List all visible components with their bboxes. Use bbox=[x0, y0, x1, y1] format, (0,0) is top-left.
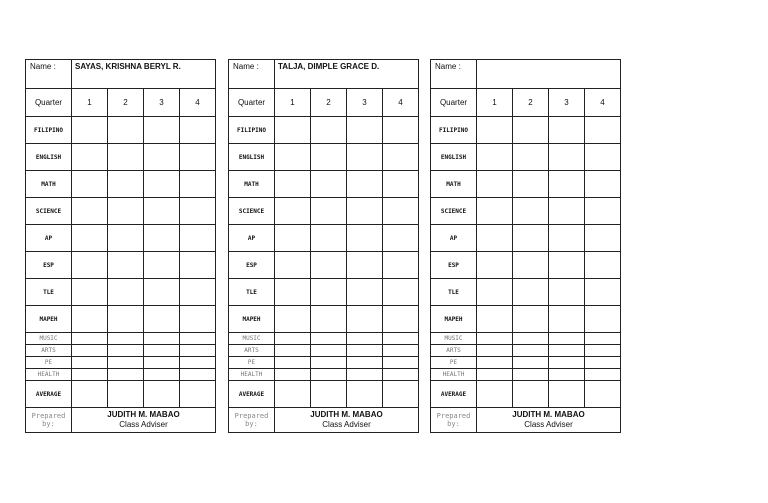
grade-cell[interactable] bbox=[585, 198, 621, 225]
grade-cell[interactable] bbox=[585, 357, 621, 369]
quarter-header: 4 bbox=[585, 89, 621, 117]
grade-cell[interactable] bbox=[144, 252, 180, 279]
mapeh-component-label: HEALTH bbox=[431, 369, 477, 381]
grade-cell[interactable] bbox=[180, 279, 216, 306]
grade-cell[interactable] bbox=[144, 117, 180, 144]
grade-cell[interactable] bbox=[347, 357, 383, 369]
grade-cell[interactable] bbox=[383, 198, 419, 225]
grade-cell[interactable] bbox=[585, 171, 621, 198]
grade-cell[interactable] bbox=[108, 357, 144, 369]
grade-cell[interactable] bbox=[180, 171, 216, 198]
grade-cell[interactable] bbox=[180, 345, 216, 357]
grade-cell[interactable] bbox=[311, 279, 347, 306]
grade-cell[interactable] bbox=[477, 144, 513, 171]
grade-cell[interactable] bbox=[144, 279, 180, 306]
grade-cell[interactable] bbox=[383, 333, 419, 345]
grade-cell[interactable] bbox=[275, 279, 311, 306]
grade-cell[interactable] bbox=[549, 252, 585, 279]
grade-cell[interactable] bbox=[180, 225, 216, 252]
grade-cell[interactable] bbox=[180, 252, 216, 279]
mapeh-component-label: MUSIC bbox=[26, 333, 72, 345]
subject-label: MATH bbox=[431, 171, 477, 198]
grade-cell[interactable] bbox=[585, 117, 621, 144]
mapeh-component-label: HEALTH bbox=[26, 369, 72, 381]
grade-cell[interactable] bbox=[275, 345, 311, 357]
grade-cell[interactable] bbox=[347, 345, 383, 357]
grade-cell[interactable] bbox=[383, 369, 419, 381]
grade-cell[interactable] bbox=[549, 357, 585, 369]
grade-cell[interactable] bbox=[311, 171, 347, 198]
subject-label: TLE bbox=[229, 279, 275, 306]
average-cell[interactable] bbox=[180, 381, 216, 408]
grade-cell[interactable] bbox=[383, 225, 419, 252]
quarter-header: 3 bbox=[347, 89, 383, 117]
average-label: AVERAGE bbox=[26, 381, 72, 408]
subject-label: SCIENCE bbox=[229, 198, 275, 225]
grade-cell[interactable] bbox=[144, 333, 180, 345]
grade-cell[interactable] bbox=[549, 345, 585, 357]
report-card-2 bbox=[228, 59, 419, 433]
report-card-1 bbox=[25, 59, 216, 433]
grade-cell[interactable] bbox=[477, 369, 513, 381]
grade-cell[interactable] bbox=[275, 306, 311, 333]
adviser-name: JUDITH M. MABAO bbox=[310, 410, 383, 419]
grade-cell[interactable] bbox=[549, 225, 585, 252]
average-cell[interactable] bbox=[72, 381, 108, 408]
adviser-signature bbox=[477, 408, 621, 433]
subject-label: MAPEH bbox=[26, 306, 72, 333]
subject-label: FILIPINO bbox=[229, 117, 275, 144]
grade-cell[interactable] bbox=[477, 279, 513, 306]
quarter-header: 3 bbox=[549, 89, 585, 117]
grade-cell[interactable] bbox=[513, 357, 549, 369]
grade-cell[interactable] bbox=[108, 144, 144, 171]
grade-cell[interactable] bbox=[108, 171, 144, 198]
subject-label: ENGLISH bbox=[229, 144, 275, 171]
grade-cell[interactable] bbox=[72, 333, 108, 345]
quarter-label: Quarter bbox=[26, 89, 72, 117]
grade-cell[interactable] bbox=[144, 369, 180, 381]
mapeh-component-label: ARTS bbox=[229, 345, 275, 357]
grade-cell[interactable] bbox=[477, 225, 513, 252]
student-name[interactable]: TALJA, DIMPLE GRACE D. bbox=[275, 60, 419, 89]
grade-cell[interactable] bbox=[585, 279, 621, 306]
prepared-by-label: Prepared by: bbox=[26, 408, 72, 433]
grade-cell[interactable] bbox=[72, 306, 108, 333]
average-cell[interactable] bbox=[275, 381, 311, 408]
grade-cell[interactable] bbox=[347, 252, 383, 279]
quarter-header: 4 bbox=[180, 89, 216, 117]
mapeh-component-label: HEALTH bbox=[229, 369, 275, 381]
quarter-header: 3 bbox=[144, 89, 180, 117]
grade-cell[interactable] bbox=[180, 333, 216, 345]
grade-cell[interactable] bbox=[383, 357, 419, 369]
subject-label: ENGLISH bbox=[431, 144, 477, 171]
grade-cell[interactable] bbox=[108, 333, 144, 345]
grade-cell[interactable] bbox=[72, 369, 108, 381]
grade-cell[interactable] bbox=[347, 171, 383, 198]
grade-cell[interactable] bbox=[144, 144, 180, 171]
grade-cell[interactable] bbox=[72, 252, 108, 279]
grade-cell[interactable] bbox=[347, 225, 383, 252]
quarter-label: Quarter bbox=[229, 89, 275, 117]
grade-cell[interactable] bbox=[383, 345, 419, 357]
quarter-header: 4 bbox=[383, 89, 419, 117]
grade-cell[interactable] bbox=[477, 171, 513, 198]
name-label: Name : bbox=[26, 60, 72, 89]
average-label: AVERAGE bbox=[431, 381, 477, 408]
grade-cell[interactable] bbox=[108, 306, 144, 333]
grade-cell[interactable] bbox=[549, 306, 585, 333]
grade-cell[interactable] bbox=[549, 369, 585, 381]
subject-label: FILIPINO bbox=[26, 117, 72, 144]
grade-cell[interactable] bbox=[72, 225, 108, 252]
grade-cell[interactable] bbox=[180, 357, 216, 369]
grade-cell[interactable] bbox=[180, 369, 216, 381]
quarter-header: 1 bbox=[477, 89, 513, 117]
grade-cell[interactable] bbox=[549, 144, 585, 171]
grade-cell[interactable] bbox=[72, 144, 108, 171]
mapeh-component-label: PE bbox=[229, 357, 275, 369]
grade-cell[interactable] bbox=[513, 345, 549, 357]
grade-cell[interactable] bbox=[347, 369, 383, 381]
grade-cell[interactable] bbox=[383, 306, 419, 333]
grade-cell[interactable] bbox=[311, 198, 347, 225]
grade-cell[interactable] bbox=[513, 279, 549, 306]
grade-cell[interactable] bbox=[585, 225, 621, 252]
grade-cell[interactable] bbox=[347, 333, 383, 345]
average-cell[interactable] bbox=[477, 381, 513, 408]
grade-cell[interactable] bbox=[275, 117, 311, 144]
quarter-header: 1 bbox=[275, 89, 311, 117]
adviser-role: Class Adviser bbox=[119, 420, 168, 429]
grade-cell[interactable] bbox=[513, 306, 549, 333]
grade-cell[interactable] bbox=[383, 117, 419, 144]
name-label: Name : bbox=[229, 60, 275, 89]
grade-cell[interactable] bbox=[108, 198, 144, 225]
subject-label: SCIENCE bbox=[431, 198, 477, 225]
mapeh-component-label: PE bbox=[26, 357, 72, 369]
grade-cell[interactable] bbox=[311, 306, 347, 333]
mapeh-component-label: ARTS bbox=[26, 345, 72, 357]
grade-cell[interactable] bbox=[72, 171, 108, 198]
grade-cell[interactable] bbox=[347, 279, 383, 306]
grade-cell[interactable] bbox=[549, 333, 585, 345]
grade-cell[interactable] bbox=[513, 252, 549, 279]
grade-cell[interactable] bbox=[513, 333, 549, 345]
grade-cell[interactable] bbox=[275, 357, 311, 369]
grade-cell[interactable] bbox=[477, 252, 513, 279]
prepared-by-label: Prepared by: bbox=[431, 408, 477, 433]
grade-cell[interactable] bbox=[275, 225, 311, 252]
grade-cell[interactable] bbox=[311, 345, 347, 357]
grade-cell[interactable] bbox=[144, 171, 180, 198]
report-card-3 bbox=[430, 59, 621, 433]
grade-cell[interactable] bbox=[585, 144, 621, 171]
mapeh-component-label: MUSIC bbox=[431, 333, 477, 345]
subject-label: TLE bbox=[26, 279, 72, 306]
subject-label: SCIENCE bbox=[26, 198, 72, 225]
grade-cell[interactable] bbox=[347, 117, 383, 144]
grade-cell[interactable] bbox=[347, 198, 383, 225]
grade-cell[interactable] bbox=[585, 369, 621, 381]
grade-cell[interactable] bbox=[477, 306, 513, 333]
student-name[interactable]: SAYAS, KRISHNA BERYL R. bbox=[72, 60, 216, 89]
quarter-header: 2 bbox=[311, 89, 347, 117]
grade-cell[interactable] bbox=[585, 345, 621, 357]
grade-cell[interactable] bbox=[311, 252, 347, 279]
mapeh-component-label: PE bbox=[431, 357, 477, 369]
grade-cell[interactable] bbox=[108, 279, 144, 306]
grade-cell[interactable] bbox=[72, 279, 108, 306]
average-cell[interactable] bbox=[549, 381, 585, 408]
student-name[interactable] bbox=[477, 60, 621, 89]
subject-label: ESP bbox=[26, 252, 72, 279]
grade-cell[interactable] bbox=[311, 357, 347, 369]
subject-label: AP bbox=[431, 225, 477, 252]
grade-cell[interactable] bbox=[513, 369, 549, 381]
subject-label: AP bbox=[229, 225, 275, 252]
grade-cell[interactable] bbox=[275, 144, 311, 171]
grade-cell[interactable] bbox=[585, 252, 621, 279]
average-cell[interactable] bbox=[108, 381, 144, 408]
grade-cell[interactable] bbox=[144, 306, 180, 333]
grade-cell[interactable] bbox=[347, 144, 383, 171]
adviser-name: JUDITH M. MABAO bbox=[512, 410, 585, 419]
subject-label: ESP bbox=[431, 252, 477, 279]
grade-cell[interactable] bbox=[180, 144, 216, 171]
grade-cell[interactable] bbox=[108, 225, 144, 252]
grade-cell[interactable] bbox=[311, 225, 347, 252]
grade-cell[interactable] bbox=[477, 357, 513, 369]
grade-cell[interactable] bbox=[311, 333, 347, 345]
subject-label: AP bbox=[26, 225, 72, 252]
grade-cell[interactable] bbox=[72, 198, 108, 225]
grade-cell[interactable] bbox=[275, 171, 311, 198]
grade-cell[interactable] bbox=[72, 117, 108, 144]
grade-cell[interactable] bbox=[585, 333, 621, 345]
adviser-role: Class Adviser bbox=[524, 420, 573, 429]
average-cell[interactable] bbox=[311, 381, 347, 408]
grade-cell[interactable] bbox=[275, 252, 311, 279]
grade-cell[interactable] bbox=[549, 198, 585, 225]
grade-cell[interactable] bbox=[275, 333, 311, 345]
grade-cell[interactable] bbox=[144, 225, 180, 252]
grade-cell[interactable] bbox=[549, 117, 585, 144]
average-cell[interactable] bbox=[347, 381, 383, 408]
subject-label: MAPEH bbox=[431, 306, 477, 333]
grade-cell[interactable] bbox=[311, 144, 347, 171]
quarter-header: 2 bbox=[108, 89, 144, 117]
grade-cell[interactable] bbox=[513, 171, 549, 198]
average-cell[interactable] bbox=[585, 381, 621, 408]
quarter-header: 2 bbox=[513, 89, 549, 117]
adviser-name: JUDITH M. MABAO bbox=[107, 410, 180, 419]
quarter-label: Quarter bbox=[431, 89, 477, 117]
subject-label: FILIPINO bbox=[431, 117, 477, 144]
grade-cell[interactable] bbox=[513, 225, 549, 252]
grade-cell[interactable] bbox=[477, 345, 513, 357]
average-label: AVERAGE bbox=[229, 381, 275, 408]
average-cell[interactable] bbox=[383, 381, 419, 408]
name-label: Name : bbox=[431, 60, 477, 89]
grade-cell[interactable] bbox=[144, 345, 180, 357]
subject-label: ESP bbox=[229, 252, 275, 279]
grade-cell[interactable] bbox=[513, 144, 549, 171]
grade-cell[interactable] bbox=[477, 333, 513, 345]
grade-cell[interactable] bbox=[144, 357, 180, 369]
grade-cell[interactable] bbox=[108, 369, 144, 381]
grade-cell[interactable] bbox=[72, 357, 108, 369]
grade-cell[interactable] bbox=[513, 198, 549, 225]
subject-label: MATH bbox=[229, 171, 275, 198]
grade-cell[interactable] bbox=[549, 171, 585, 198]
grade-cell[interactable] bbox=[585, 306, 621, 333]
grade-cell[interactable] bbox=[72, 345, 108, 357]
prepared-by-label: Prepared by: bbox=[229, 408, 275, 433]
grade-cell[interactable] bbox=[383, 144, 419, 171]
grade-cell[interactable] bbox=[311, 117, 347, 144]
grade-cell[interactable] bbox=[180, 198, 216, 225]
grade-cell[interactable] bbox=[180, 117, 216, 144]
grade-cell[interactable] bbox=[275, 369, 311, 381]
grade-cell[interactable] bbox=[477, 198, 513, 225]
average-cell[interactable] bbox=[513, 381, 549, 408]
subject-label: TLE bbox=[431, 279, 477, 306]
mapeh-component-label: ARTS bbox=[431, 345, 477, 357]
grade-cell[interactable] bbox=[144, 198, 180, 225]
grade-cell[interactable] bbox=[383, 252, 419, 279]
mapeh-component-label: MUSIC bbox=[229, 333, 275, 345]
grade-cell[interactable] bbox=[347, 306, 383, 333]
grade-cell[interactable] bbox=[108, 252, 144, 279]
grade-cell[interactable] bbox=[383, 171, 419, 198]
grade-cell[interactable] bbox=[275, 198, 311, 225]
grade-cell[interactable] bbox=[180, 306, 216, 333]
grade-cell[interactable] bbox=[549, 279, 585, 306]
adviser-role: Class Adviser bbox=[322, 420, 371, 429]
grade-cell[interactable] bbox=[108, 345, 144, 357]
grade-cell[interactable] bbox=[108, 117, 144, 144]
average-cell[interactable] bbox=[144, 381, 180, 408]
grade-cell[interactable] bbox=[383, 279, 419, 306]
grade-cell[interactable] bbox=[513, 117, 549, 144]
subject-label: MAPEH bbox=[229, 306, 275, 333]
grade-cell[interactable] bbox=[311, 369, 347, 381]
adviser-signature bbox=[275, 408, 419, 433]
adviser-signature bbox=[72, 408, 216, 433]
grade-cell[interactable] bbox=[477, 117, 513, 144]
subject-label: MATH bbox=[26, 171, 72, 198]
subject-label: ENGLISH bbox=[26, 144, 72, 171]
quarter-header: 1 bbox=[72, 89, 108, 117]
